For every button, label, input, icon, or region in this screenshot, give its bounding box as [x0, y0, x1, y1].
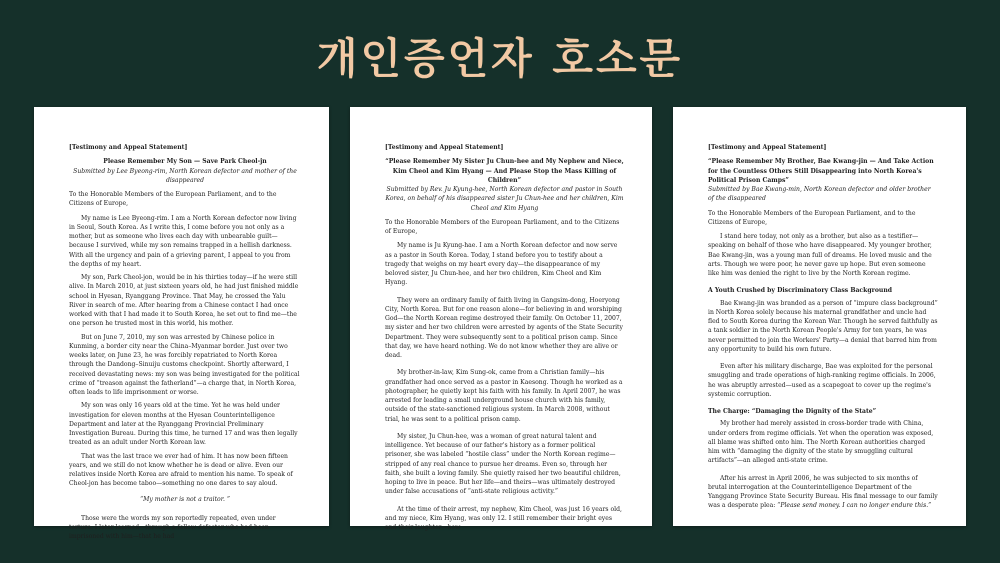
doc-paragraph: My name is Lee Byeong-rim. I am a North Korean defector now living in Seoul, South Korea. As I write this, I come before you not only as a mother, but as someone who lives each day with unbearable guilt—because I survived, while my son remains trapped in a hellish darkness. With all the urgency and pain of a grieving parent, I appeal to you from the depths of my heart.	[69, 214, 297, 268]
doc-heading: Please Remember My Son — Save Park Cheol-jn	[103, 158, 267, 166]
doc-paragraph: My brother-in-law, Kim Sung-ok, came from a Christian family—his grandfather had once served as a pastor in Kaesong. Though he worked as a photographer, he quietly kept his faith with his family. In April 2007, he was arrested for leading a small underground house church with his family, outside of the state-sanctioned religious system. In March 2008, without trial, he was sent to a political prison camp.	[385, 369, 623, 423]
page-title: 개인증언자 호소문	[316, 34, 684, 83]
doc-heading: “Please Remember My Brother, Bae Kwang-jin — And Take Action for the Countless Others Still Disappearing into North Korea's Political Prison Camps”	[708, 158, 934, 184]
doc-paragraph: My name is Ju Kyung-hae. I am a North Korean defector and now serve as a pastor in South Korea. Today, I stand before you to testify about a tragedy that weighs on my heart every day—the disappearance of my beloved sister, Ju Chun-hee, and her two children, Kim Cheol and Kim Hyang.	[385, 242, 618, 287]
doc-salutation: To the Honorable Members of the European Parliament, and to the Citizens of Europe,	[708, 209, 916, 226]
doc-paragraph-text: After his arrest in April 2006, he was subjected to six months of brutal interrogation at the Counterintelligence Department of the Yanggang Province State Security Bureau. His final message to our family was a desperate plea:	[708, 474, 938, 510]
doc-paragraph: My son, Park Cheol-jon, would be in his thirties today—if he were still alive. In March 2010, at just sixteen years old, he had just finished middle school in Hyesan, Ryanggang Province. That May, he crossed the Yalu River in search of me. After hearing from a Chinese contact I had once worked with that I had made it to South Korea, he set out to find me—the one person he trusted most in this world, his mother.	[69, 274, 299, 328]
doc-paragraph: My son was only 16 years old at the time. Yet he was held under investigation for eleven months at the Hyesan Counterintelligence Department and later at the Ryanggang Provincial Preliminary Investigation Bureau. During this time, he turned 17 and was then legally treated as an adult under North Korean law.	[69, 402, 298, 447]
doc-tag: [Testimony and Appeal Statement]	[69, 144, 188, 151]
doc-paragraph: My sister, Ju Chun-hee, was a woman of great natural talent and intelligence. Yet because of our father's history as a former political prisoner, she was labeled “hostile class” under the North Korean regime—stripped of any real chance to pursue her dreams. Even so, through her faith, she built a loving family. She quietly raised her two beautiful children, hoping to live in peace. But her life—and theirs—was ultimately destroyed under false accusations of “anti-state religious activity.”	[385, 432, 621, 496]
document-page-2	[350, 107, 652, 531]
document-page-1	[34, 107, 329, 541]
doc-paragraph: But on June 7, 2010, my son was arrested by Chinese police in Kunming, a border city near the China–Myanmar border. Just over two weeks later, on June 23, he was forcibly repatriated to North Korea through the Dandong–Sinuiju customs checkpoint. Shortly afterward, I received devastating news: my son was being investigated for the political crime of “treason against the fatherland”—a charge that, in North Korea, often leads to life imprisonment or worse.	[69, 333, 300, 396]
doc-tag: [Testimony and Appeal Statement]	[385, 144, 504, 151]
doc-paragraph: Bae Kwang-jin was branded as a person of “impure class background” in North Korea solely because his maternal grandfather and uncle had fled to South Korea during the Korean War. Though he served faithfully as a tank soldier in the North Korean People's Army for ten years, he was never permitted to join the Workers' Party—a denial that barred him from any opportunity to build his own future.	[708, 299, 938, 353]
doc-submitted-by: Submitted by Rev. Ju Kyung-hee, North Korean defector and pastor in South Korea, on behalf of his disappeared sister Ju Chun-hee and her children, Kim Cheol and Kim Hyang	[385, 186, 624, 212]
doc-paragraph	[708, 474, 938, 511]
doc-salutation: To the Honorable Members of the European Parliament, and to the Citizens of Europe,	[69, 191, 277, 208]
doc-paragraph: I stand here today, not only as a brother, but also as a testifier—speaking on behalf of those who have disappeared. My younger brother, Bae Kwang-jin, was a young man full of dreams. He loved music and the arts. Though we were poor, he never gave up hope. But even someone like him was denied the right to live by the North Korean regime.	[708, 233, 932, 277]
doc-section-heading: The Charge: “Damaging the Dignity of the State”	[708, 408, 877, 415]
doc-paragraph: My brother had merely assisted in cross-border trade with China, under orders from regime officials. Yet when the operation was exposed, all blame was shifted onto him. The North Korean authorities charged him with “damaging the dignity of the state by smuggling cultural artifacts”—an alleged anti-state crime.	[708, 420, 934, 465]
doc-paragraph: Those were the words my son reportedly repeated, even under torture. I later learned—through a fellow defector who had been imprisoned with him—that he had	[69, 514, 276, 541]
doc-quote: “My mother is not a traitor. ”	[140, 495, 230, 503]
doc-submitted-by: Submitted by Bae Kwang-min, North Korean defector and older brother of the disappeared	[708, 186, 931, 203]
doc-inline-quote: “Please send money. I can no longer endure this.”	[777, 502, 932, 510]
doc-section-heading: A Youth Crushed by Discriminatory Class Background	[708, 287, 893, 295]
doc-paragraph: Even after his military discharge, Bae was exploited for the personal smuggling and trade operations of high-ranking regime officials. In 2006, he was abruptly arrested—used as a scapegoat to cover up the regime's systemic corruption.	[708, 363, 936, 398]
doc-paragraph: At the time of their arrest, my nephew, Kim Cheol, was just 16 years old, and my niece, Kim Hyang, was only 12. I still remember their bright eyes and their laughter—how	[385, 505, 622, 531]
document-page-3	[673, 107, 966, 526]
doc-paragraph: They were an ordinary family of faith living in Gangsim-dong, Hoeryong City, North Korea. But for one reason alone—for believing in and worshiping God—the North Korean regime destroyed their family. On October 11, 2007, my sister and her two children were arrested by agents of the State Security Department. They were subsequently sent to a political prison camp. Since that day, we have heard nothing. We do not know whether they are alive or dead.	[385, 296, 623, 359]
doc-submitted-by: Submitted by Lee Byeong-rim, North Korean defector and mother of the disappeared	[73, 167, 297, 184]
doc-paragraph: That was the last trace we ever had of him. It has now been fifteen years, and we still do not know whether he is dead or alive. Even our relatives inside North Korea are afraid to mention his name. To speak of Cheol-jon has become taboo—something no one dares to say aloud.	[69, 452, 293, 488]
doc-tag: [Testimony and Appeal Statement]	[708, 144, 827, 151]
doc-heading: “Please Remember My Sister Ju Chun-hee and My Nephew and Niece, Kim Cheol and Kim Hyang — And Please Stop the Mass Killing of Children”	[385, 158, 624, 184]
doc-salutation: To the Honorable Members of the European Parliament, and to the Citizens of Europe,	[385, 218, 620, 235]
